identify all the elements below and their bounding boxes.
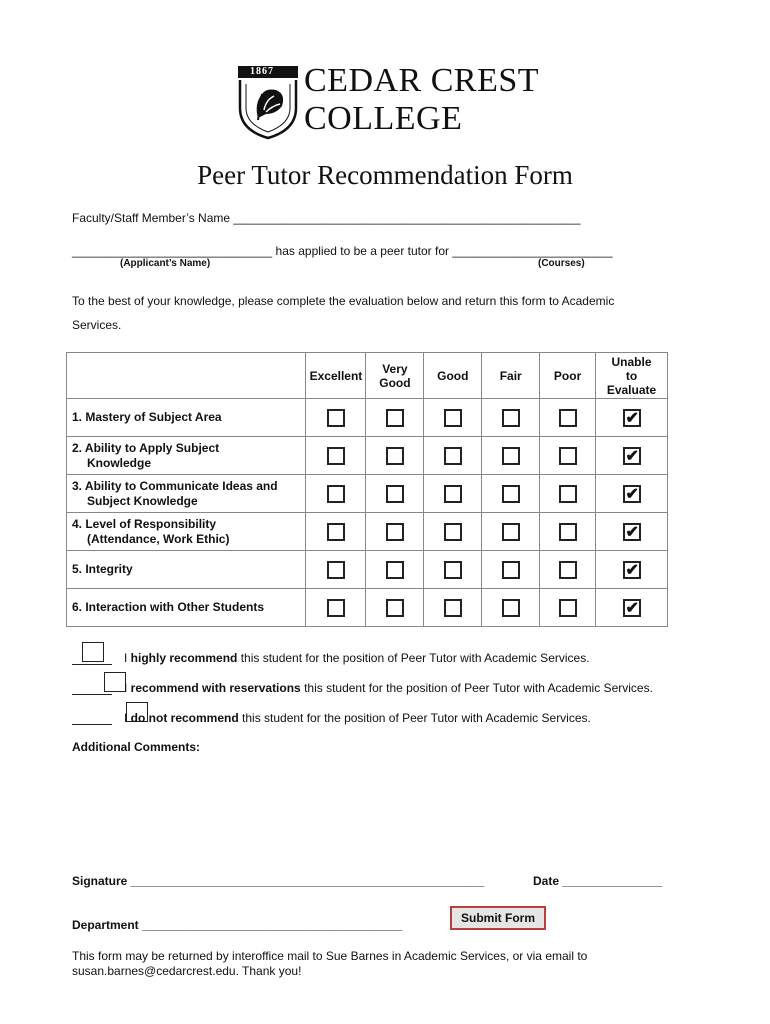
rating-cell: [596, 437, 668, 475]
rating-checkbox[interactable]: [559, 561, 577, 579]
date-field[interactable]: Date _______________: [533, 874, 663, 888]
rating-cell: [424, 589, 482, 627]
evaluation-table: [66, 352, 668, 627]
rating-checkbox[interactable]: [444, 599, 462, 617]
form-title: Peer Tutor Recommendation Form: [197, 160, 573, 190]
criterion-label-line-2: Subject Knowledge: [87, 493, 198, 508]
recommendation-prefix: I: [124, 651, 131, 665]
instructions-line-2: Services.: [72, 318, 122, 332]
recommendation-suffix: this student for the position of Peer Tutor with Academic Services.: [237, 651, 590, 665]
rating-checkbox[interactable]: [623, 523, 641, 541]
header-poor: Poor: [540, 353, 596, 399]
rating-checkbox[interactable]: [502, 599, 520, 617]
rating-checkbox[interactable]: [559, 409, 577, 427]
rating-cell: [306, 589, 366, 627]
rating-cell: [424, 513, 482, 551]
recommendation-level: highly recommend: [130, 651, 238, 665]
recommendation-option: [124, 711, 591, 725]
rating-cell: [424, 551, 482, 589]
criterion-label-line-2: (Attendance, Work Ethic): [87, 531, 230, 546]
recommendation-prefix: I: [124, 711, 131, 725]
rating-checkbox[interactable]: [386, 599, 404, 617]
additional-comments-label: Additional Comments:: [72, 740, 200, 754]
header-good: Good: [424, 353, 482, 399]
rating-cell: [306, 475, 366, 513]
rating-checkbox[interactable]: [502, 561, 520, 579]
criterion-label-line-1: 6. Interaction with Other Students: [72, 600, 265, 614]
rating-cell: [424, 437, 482, 475]
criterion-label: [67, 589, 306, 627]
rating-cell: [366, 513, 424, 551]
rating-cell: [306, 437, 366, 475]
rating-checkbox[interactable]: [444, 485, 462, 503]
criterion-label-line-2: Knowledge: [87, 455, 152, 470]
rating-cell: [482, 589, 540, 627]
criterion-label-line-1: 5. Integrity: [72, 562, 133, 576]
footer-line-2: susan.barnes@cedarcrest.edu. Thank you!: [72, 964, 302, 978]
recommendation-checkbox[interactable]: [104, 672, 126, 692]
table-row: [67, 551, 668, 589]
rating-checkbox[interactable]: [327, 447, 345, 465]
rating-cell: [540, 551, 596, 589]
table-row: [67, 399, 668, 437]
rating-cell: [540, 589, 596, 627]
rating-checkbox[interactable]: [559, 523, 577, 541]
rating-cell: [482, 399, 540, 437]
rating-checkbox[interactable]: [502, 485, 520, 503]
recommendation-option: [124, 651, 590, 665]
criterion-label: [67, 437, 306, 475]
rating-checkbox[interactable]: [327, 561, 345, 579]
criterion-label-line-1: 2. Ability to Apply Subject: [72, 440, 220, 455]
criterion-label: [67, 513, 306, 551]
criterion-label: [67, 551, 306, 589]
recommendation-option: [124, 681, 653, 695]
recommendation-checkbox[interactable]: [82, 642, 104, 662]
criterion-label: [67, 475, 306, 513]
table-row: [67, 475, 668, 513]
table-row: [67, 589, 668, 627]
applicant-caption: (Applicant’s Name): [120, 258, 211, 269]
recommendation-prefix: I: [124, 681, 131, 695]
rating-cell: [596, 513, 668, 551]
rating-cell: [306, 399, 366, 437]
recommendation-suffix: this student for the position of Peer Tutor with Academic Services.: [300, 681, 653, 695]
submit-form-button[interactable]: Submit Form: [450, 906, 546, 930]
rating-cell: [424, 399, 482, 437]
criterion-label-line-1: 1. Mastery of Subject Area: [72, 410, 222, 424]
recommendation-underline: [72, 724, 112, 725]
recommendation-level: do not recommend: [130, 711, 239, 725]
rating-cell: [482, 475, 540, 513]
header-fair: Fair: [482, 353, 540, 399]
rating-cell: [482, 551, 540, 589]
rating-checkbox[interactable]: [386, 485, 404, 503]
courses-caption: (Courses): [538, 258, 585, 269]
rating-checkbox[interactable]: [623, 485, 641, 503]
rating-checkbox[interactable]: [386, 409, 404, 427]
rating-cell: [482, 437, 540, 475]
rating-cell: [596, 399, 668, 437]
rating-checkbox[interactable]: [386, 561, 404, 579]
applicant-courses-field[interactable]: ______________________________ has applied to be a peer tutor for ________________________: [72, 244, 613, 258]
rating-cell: [596, 475, 668, 513]
rating-checkbox[interactable]: [444, 561, 462, 579]
rating-checkbox[interactable]: [327, 485, 345, 503]
instructions-line-1: To the best of your knowledge, please complete the evaluation below and return this form to Academic: [72, 294, 615, 308]
rating-checkbox[interactable]: [559, 485, 577, 503]
faculty-name-field[interactable]: Faculty/Staff Member’s Name ____________________________________________________: [72, 211, 581, 225]
table-header-row: [67, 353, 668, 399]
rating-checkbox[interactable]: [559, 599, 577, 617]
rating-checkbox[interactable]: [327, 599, 345, 617]
rating-checkbox[interactable]: [623, 447, 641, 465]
rating-cell: [540, 437, 596, 475]
rating-checkbox[interactable]: [502, 523, 520, 541]
rating-cell: [540, 513, 596, 551]
rating-checkbox[interactable]: [502, 409, 520, 427]
rating-cell: [366, 475, 424, 513]
logo-year: 1867: [250, 66, 274, 77]
criterion-label-line-1: 4. Level of Responsibility: [72, 516, 217, 531]
rating-cell: [366, 399, 424, 437]
rating-checkbox[interactable]: [327, 523, 345, 541]
recommendation-underline: [72, 664, 112, 665]
header-unable-to-evaluate: Unable to Evaluate: [596, 353, 668, 399]
rating-checkbox[interactable]: [502, 447, 520, 465]
table-row: [67, 437, 668, 475]
rating-checkbox[interactable]: [623, 409, 641, 427]
header-criteria: [67, 353, 306, 399]
rating-checkbox[interactable]: [444, 523, 462, 541]
logo-name-line1: CEDAR CREST: [304, 62, 540, 99]
rating-checkbox[interactable]: [444, 447, 462, 465]
rating-cell: [482, 513, 540, 551]
rating-checkbox[interactable]: [386, 523, 404, 541]
rating-cell: [306, 513, 366, 551]
rating-cell: [596, 589, 668, 627]
recommendation-level: recommend with reservations: [130, 681, 301, 695]
additional-comments-area[interactable]: [72, 758, 672, 858]
rating-cell: [540, 475, 596, 513]
recommendation-underline: [72, 694, 112, 695]
header-excellent: Excellent: [306, 353, 366, 399]
logo-name-line2: COLLEGE: [304, 100, 463, 137]
recommendation-suffix: this student for the position of Peer Tutor with Academic Services.: [238, 711, 591, 725]
rating-checkbox[interactable]: [327, 409, 345, 427]
header-very-good: Very Good: [366, 353, 424, 399]
department-field[interactable]: Department _______________________________________: [72, 918, 403, 932]
rating-checkbox[interactable]: [559, 447, 577, 465]
rating-cell: [366, 437, 424, 475]
rating-cell: [540, 399, 596, 437]
rating-checkbox[interactable]: [444, 409, 462, 427]
rating-cell: [366, 551, 424, 589]
rating-cell: [596, 551, 668, 589]
rating-checkbox[interactable]: [386, 447, 404, 465]
table-row: [67, 513, 668, 551]
rating-cell: [306, 551, 366, 589]
criterion-label-line-1: 3. Ability to Communicate Ideas and: [72, 478, 278, 493]
rating-cell: [424, 475, 482, 513]
rating-cell: [366, 589, 424, 627]
rating-checkbox[interactable]: [623, 561, 641, 579]
rating-checkbox[interactable]: [623, 599, 641, 617]
signature-field[interactable]: Signature _____________________________________________________: [72, 874, 485, 888]
footer-line-1: This form may be returned by interoffice mail to Sue Barnes in Academic Services, or via email to: [72, 949, 588, 963]
criterion-label: [67, 399, 306, 437]
